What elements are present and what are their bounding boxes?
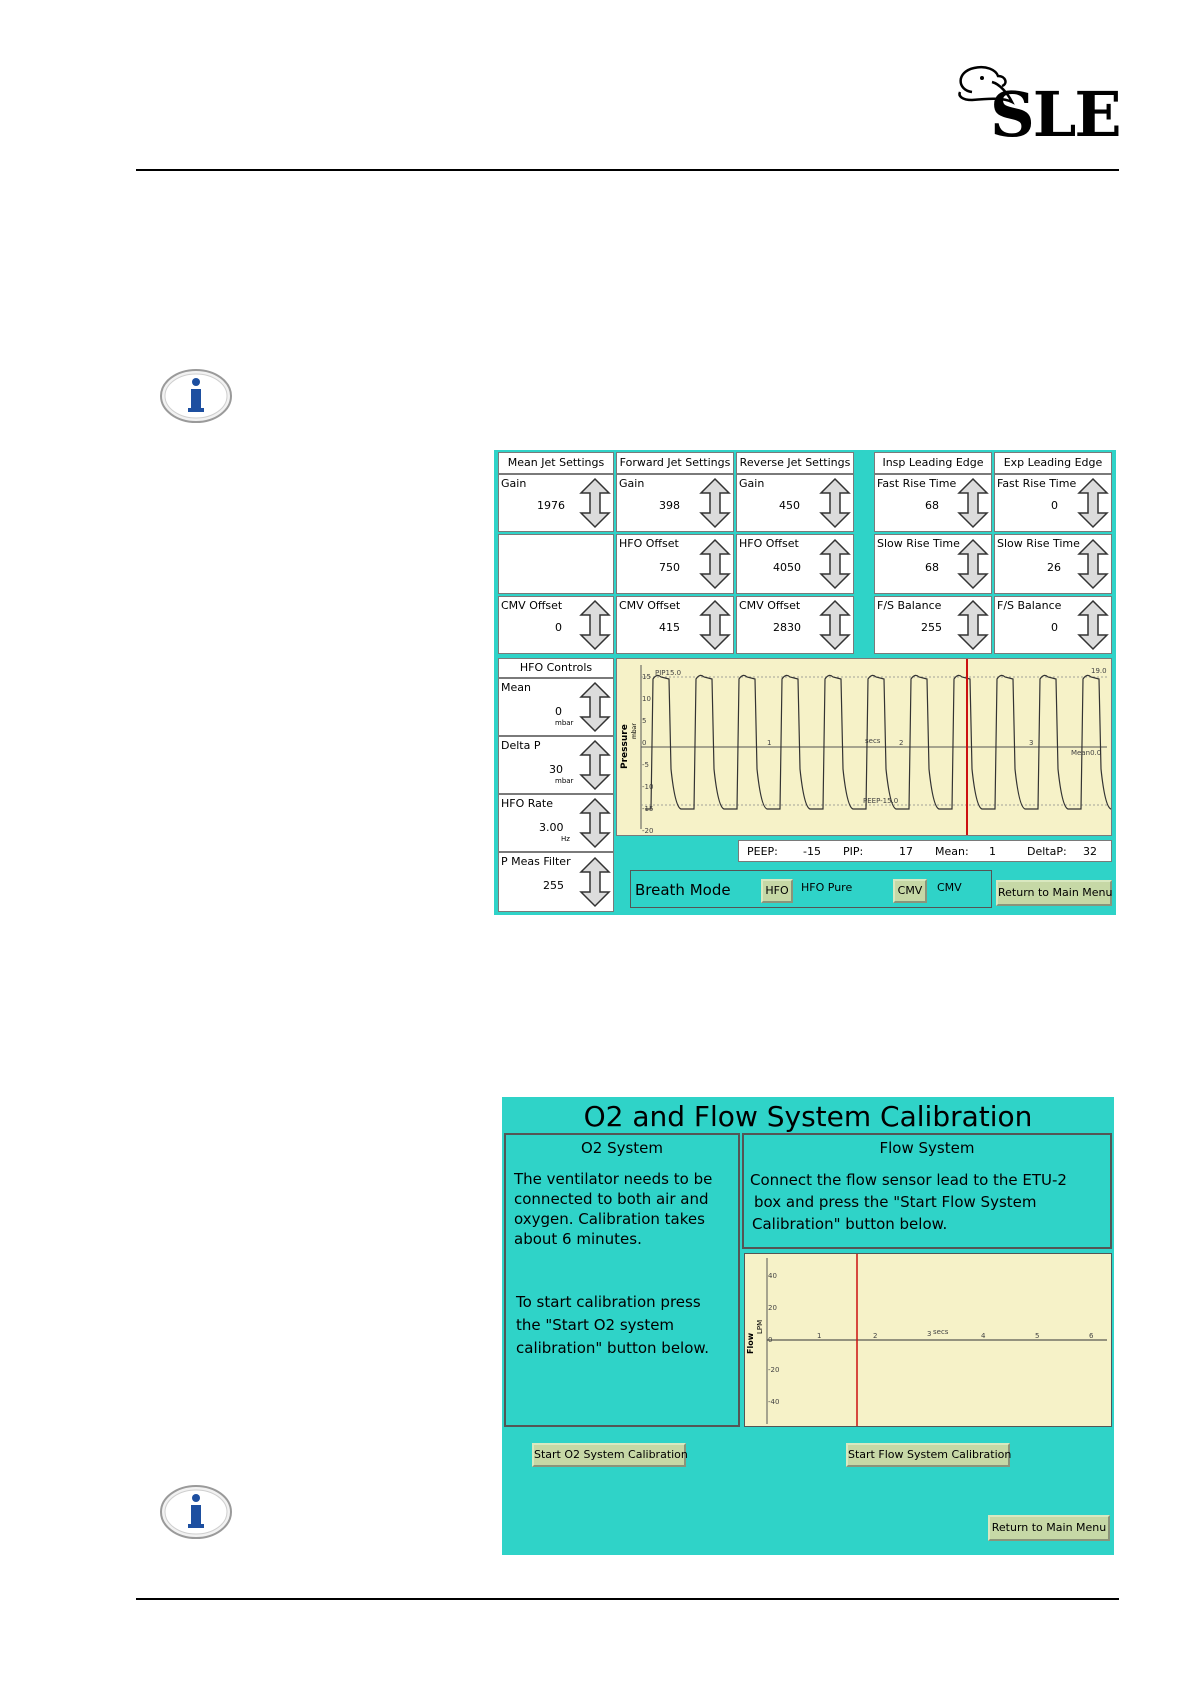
up-down-arrow-icon[interactable] — [579, 599, 611, 651]
up-down-arrow-icon[interactable] — [957, 477, 989, 529]
flow-chart — [744, 1253, 1112, 1427]
settings-screen — [494, 450, 1116, 915]
x-tick-label: 2 — [899, 739, 904, 747]
y-tick-label: 15 — [642, 673, 651, 681]
mean-label: Mean: — [935, 845, 969, 858]
cmv-mode-button[interactable]: CMV — [893, 879, 927, 903]
up-down-arrow-icon[interactable] — [699, 537, 731, 591]
o2-start-instruction-line: calibration" button below. — [516, 1339, 710, 1357]
cell-label: Fast Rise Time — [877, 477, 957, 490]
return-to-main-menu-button[interactable]: Return to Main Menu — [996, 880, 1112, 906]
y-tick-label: 10 — [642, 695, 651, 703]
cell-value: 255 — [921, 621, 942, 634]
cell-value: 398 — [659, 499, 680, 512]
p-meas-filter-cell — [498, 852, 614, 912]
up-down-arrow-icon[interactable] — [819, 477, 851, 529]
forward-cmv-offset-cell — [616, 596, 734, 654]
cell-value: 750 — [659, 561, 680, 574]
cell-value: 1976 — [537, 499, 565, 512]
deltap-label: DeltaP: — [1027, 845, 1067, 858]
cell-label: CMV Offset — [619, 599, 681, 612]
y-tick-label: -5 — [642, 761, 649, 769]
up-down-arrow-icon[interactable] — [579, 681, 611, 733]
status-bar — [738, 840, 1112, 862]
pip-label: PIP: — [843, 845, 864, 858]
o2-instruction-line: connected to both air and — [514, 1190, 709, 1208]
up-down-arrow-icon[interactable] — [1077, 537, 1109, 591]
cell-label: Slow Rise Time — [997, 537, 1080, 550]
up-down-arrow-icon[interactable] — [957, 599, 989, 651]
cell-label: HFO Rate — [501, 797, 553, 810]
o2-start-instruction-line: the "Start O2 system — [516, 1316, 675, 1334]
mean-gain-cell — [498, 474, 614, 532]
flow-instruction-line: Connect the flow sensor lead to the ETU-2 — [750, 1171, 1067, 1189]
reverse-hfo-offset-cell — [736, 534, 854, 594]
pressure-axis-unit: mbar — [631, 723, 638, 739]
y-tick-label: 0 — [768, 1336, 773, 1344]
y-tick-label: -20 — [768, 1366, 780, 1374]
cell-label: Slow Rise Time — [877, 537, 960, 550]
flow-axis-label: Flow — [746, 1332, 755, 1354]
header-rule — [136, 169, 1119, 171]
cell-label: Gain — [501, 477, 527, 490]
cell-label: Fast Rise Time — [997, 477, 1077, 490]
pressure-chart — [616, 658, 1112, 836]
peep-value: -15 — [803, 845, 821, 858]
o2-instruction-line: about 6 minutes. — [514, 1230, 642, 1248]
peep-line-label: PEEP-15.0 — [863, 797, 899, 805]
cell-value: 0 — [555, 621, 562, 634]
cell-value: 2830 — [773, 621, 801, 634]
cell-value: 0 — [1051, 499, 1058, 512]
cell-label: HFO Offset — [739, 537, 799, 550]
up-down-arrow-icon[interactable] — [1077, 599, 1109, 651]
pressure-axis-label: Pressure — [620, 724, 630, 769]
x-axis-unit: secs — [933, 1328, 949, 1336]
pip-value: 17 — [899, 845, 913, 858]
right-top-value: 19.0 — [1091, 667, 1107, 675]
cell-label: CMV Offset — [501, 599, 563, 612]
y-tick-label: 40 — [768, 1272, 777, 1280]
forward-hfo-offset-cell — [616, 534, 734, 594]
up-down-arrow-icon[interactable] — [699, 477, 731, 529]
cell-value: 68 — [925, 499, 939, 512]
o2-start-instruction-line: To start calibration press — [516, 1293, 701, 1311]
forward-gain-cell — [616, 474, 734, 532]
cell-value: 26 — [1047, 561, 1061, 574]
cell-value: 450 — [779, 499, 800, 512]
o2-instruction-line: The ventilator needs to be — [514, 1170, 713, 1188]
cell-label: Mean — [501, 681, 531, 694]
y-tick-label: -20 — [642, 827, 654, 835]
cell-label: Gain — [739, 477, 765, 490]
y-tick-label: 0 — [642, 739, 647, 747]
pip-line-label: PIP15.0 — [655, 669, 682, 677]
y-tick-label: -15 — [642, 805, 654, 813]
cell-label: HFO Offset — [619, 537, 679, 550]
breath-mode-title: Breath Mode — [635, 881, 731, 899]
calibration-title: O2 and Flow System Calibration — [583, 1100, 1033, 1133]
x-axis-unit: secs — [865, 737, 881, 745]
cell-label: F/S Balance — [877, 599, 942, 612]
x-tick-label: 3 — [927, 1330, 932, 1338]
exp-fs-balance-cell — [994, 596, 1112, 654]
up-down-arrow-icon[interactable] — [819, 599, 851, 651]
cell-label: P Meas Filter — [501, 855, 571, 868]
hfo-controls-header: HFO Controls — [498, 658, 614, 678]
flow-system-heading: Flow System — [879, 1139, 975, 1157]
x-tick-label: 1 — [767, 739, 772, 747]
cell-unit: mbar — [555, 719, 574, 727]
insp-fast-rise-cell — [874, 474, 992, 532]
mean-value: 1 — [989, 845, 996, 858]
forward-jet-header: Forward Jet Settings — [616, 452, 734, 474]
mean-cmv-offset-cell — [498, 596, 614, 654]
cell-label: CMV Offset — [739, 599, 801, 612]
empty-cell — [498, 534, 614, 594]
hfo-rate-cell — [498, 794, 614, 852]
cell-value: 0 — [555, 705, 562, 718]
sle-logo — [952, 62, 1122, 152]
peep-label: PEEP: — [747, 845, 778, 858]
start-o2-calibration-button[interactable]: Start O2 System Calibration — [532, 1443, 686, 1467]
return-to-main-menu-button[interactable]: Return to Main Menu — [988, 1515, 1110, 1541]
mean-jet-header: Mean Jet Settings — [498, 452, 614, 474]
y-tick-label: -40 — [768, 1398, 780, 1406]
logo-text: SLE — [990, 78, 1120, 151]
y-tick-label: 20 — [768, 1304, 777, 1312]
x-tick-label: 6 — [1089, 1332, 1094, 1340]
cell-value: 4050 — [773, 561, 801, 574]
up-down-arrow-icon[interactable] — [699, 599, 731, 651]
up-down-arrow-icon[interactable] — [579, 739, 611, 791]
cell-label: Delta P — [501, 739, 541, 752]
up-down-arrow-icon[interactable] — [579, 477, 611, 529]
flow-instruction-line: Calibration" button below. — [752, 1215, 948, 1233]
flow-instruction-line: box and press the "Start Flow System — [754, 1193, 1037, 1211]
x-tick-label: 4 — [981, 1332, 986, 1340]
cell-unit: mbar — [555, 777, 574, 785]
exp-slow-rise-cell — [994, 534, 1112, 594]
info-icon — [159, 368, 233, 424]
footer-rule — [136, 1598, 1119, 1600]
y-tick-label: 5 — [642, 717, 647, 725]
reverse-jet-header: Reverse Jet Settings — [736, 452, 854, 474]
cell-value: 415 — [659, 621, 680, 634]
y-tick-label: -10 — [642, 783, 654, 791]
cell-value: 30 — [549, 763, 563, 776]
exp-edge-header: Exp Leading Edge — [994, 452, 1112, 474]
exp-fast-rise-cell — [994, 474, 1112, 532]
cell-value: 3.00 — [539, 821, 564, 834]
hfo-mode-button[interactable]: HFO — [761, 879, 793, 903]
breath-mode-bar — [630, 870, 992, 908]
o2-system-heading: O2 System — [580, 1139, 664, 1157]
o2-system-box — [504, 1133, 740, 1427]
hfo-delta-p-cell — [498, 736, 614, 794]
cmv-mode-text: CMV — [937, 881, 962, 894]
cell-label: Gain — [619, 477, 645, 490]
reverse-cmv-offset-cell — [736, 596, 854, 654]
flow-system-box — [742, 1133, 1112, 1249]
insp-edge-header: Insp Leading Edge — [874, 452, 992, 474]
reverse-gain-cell — [736, 474, 854, 532]
cell-unit: Hz — [561, 835, 570, 843]
hfo-mode-text: HFO Pure — [801, 881, 853, 894]
hfo-mean-cell — [498, 678, 614, 736]
up-down-arrow-icon[interactable] — [957, 537, 989, 591]
x-tick-label: 2 — [873, 1332, 878, 1340]
info-icon — [159, 1484, 233, 1540]
up-down-arrow-icon[interactable] — [579, 855, 611, 909]
x-tick-label: 1 — [817, 1332, 822, 1340]
calibration-screen — [502, 1097, 1114, 1555]
flow-axis-unit: LPM — [756, 1319, 764, 1334]
x-tick-label: 3 — [1029, 739, 1034, 747]
up-down-arrow-icon[interactable] — [1077, 477, 1109, 529]
up-down-arrow-icon[interactable] — [819, 537, 851, 591]
insp-fs-balance-cell — [874, 596, 992, 654]
deltap-value: 32 — [1083, 845, 1097, 858]
mean-line-label: Mean0.0 — [1071, 749, 1102, 757]
cell-value: 68 — [925, 561, 939, 574]
insp-slow-rise-cell — [874, 534, 992, 594]
cell-value: 0 — [1051, 621, 1058, 634]
x-tick-label: 5 — [1035, 1332, 1040, 1340]
cell-label: F/S Balance — [997, 599, 1062, 612]
o2-instruction-line: oxygen. Calibration takes — [514, 1210, 705, 1228]
start-flow-calibration-button[interactable]: Start Flow System Calibration — [846, 1443, 1010, 1467]
cell-value: 255 — [543, 879, 564, 892]
up-down-arrow-icon[interactable] — [579, 797, 611, 849]
